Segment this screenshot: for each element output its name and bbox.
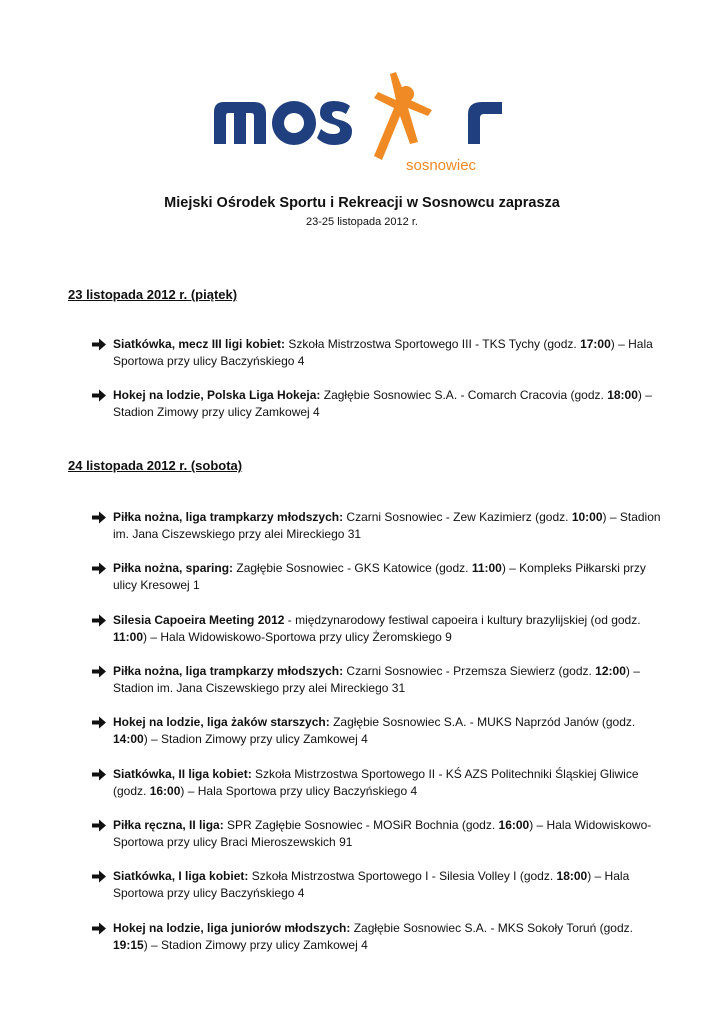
event-time: 14:00 (113, 732, 144, 746)
event-item (91, 766, 661, 800)
event-venue: ) – Kompleks Piłkarski przy ulicy Kresowej 1 (113, 561, 646, 592)
event-name: Piłka nożna, sparing: (113, 561, 234, 575)
right-arrow-icon (91, 509, 107, 526)
event-description: Szkoła Mistrzostwa Sportowego I - Silesia Volley I (godz. (248, 869, 557, 883)
event-name: Hokej na lodzie, Polska Liga Hokeja: (113, 388, 321, 402)
event-description: Szkoła Mistrzostwa Sportowego II - KŚ AZS Politechniki Śląskiej Gliwice (godz. (113, 767, 639, 798)
event-item (91, 509, 661, 543)
day-heading-23: 23 listopada 2012 r. (piątek) (68, 287, 238, 302)
event-venue: ) – Stadion im. Jana Ciszewskiego przy alei Mireckiego 31 (113, 664, 640, 695)
event-name: Piłka nożna, liga trampkarzy młodszych: (113, 510, 344, 524)
event-name: Siatkówka, I liga kobiet: (113, 869, 249, 883)
event-venue: ) – Stadion Zimowy przy ulicy Zamkowej 4 (143, 938, 368, 952)
event-venue: ) – Hala Sportowa przy ulicy Baczyńskiego 4 (113, 869, 630, 900)
right-arrow-icon (91, 387, 107, 404)
event-item (91, 714, 661, 748)
event-name: Hokej na lodzie, liga juniorów młodszych: (113, 921, 351, 935)
event-description: Zagłębie Sosnowiec - GKS Katowice (godz. (233, 561, 472, 575)
event-time: 11:00 (113, 630, 144, 644)
event-description: Czarni Sosnowiec - Zew Kazimierz (godz. (343, 510, 572, 524)
event-name: Piłka nożna, liga trampkarzy młodszych: (113, 664, 344, 678)
event-item (91, 663, 661, 697)
event-name: Hokej na lodzie, liga żaków starszych: (113, 715, 330, 729)
event-name: Piłka ręczna, II liga: (113, 818, 224, 832)
event-time: 12:00 (595, 664, 626, 678)
right-arrow-icon (91, 560, 107, 577)
event-description: Zagłębie Sosnowiec S.A. - MKS Sokoły Toruń (godz. (350, 921, 633, 935)
day-heading-24: 24 listopada 2012 r. (sobota) (68, 458, 243, 473)
event-venue: ) – Stadion im. Jana Ciszewskiego przy alei Mireckiego 31 (113, 510, 661, 541)
event-description: Zagłębie Sosnowiec S.A. - Comarch Cracovia (godz. (320, 388, 608, 402)
event-time: 18:00 (556, 869, 588, 883)
event-time: 11:00 (471, 561, 502, 575)
event-venue: ) – Stadion Zimowy przy ulicy Zamkowej 4 (143, 732, 368, 746)
event-name: Silesia Capoeira Meeting 2012 (113, 613, 285, 627)
logo-tagline: sosnowiec (406, 157, 477, 174)
event-time: 17:00 (580, 337, 611, 351)
event-description: Zagłębie Sosnowiec S.A. - MUKS Naprzód Janów (godz. (329, 715, 636, 729)
event-description: Szkoła Mistrzostwa Sportowego III - TKS Tychy (godz. (285, 337, 581, 351)
event-venue: ) – Stadion Zimowy przy ulicy Zamkowej 4 (113, 388, 652, 419)
event-venue: ) – Hala Widowiskowo-Sportowa przy ulicy Żeromskiego 9 (143, 630, 452, 644)
event-item (91, 868, 661, 902)
event-item (91, 612, 661, 646)
event-item (91, 920, 661, 954)
event-name: Siatkówka, II liga kobiet: (113, 767, 252, 781)
right-arrow-icon (91, 920, 107, 937)
event-item (91, 560, 661, 594)
event-item (91, 817, 661, 851)
event-venue: ) – Hala Sportowa przy ulicy Baczyńskiego 4 (113, 337, 653, 368)
event-dates: 23-25 listopada 2012 r. (306, 216, 418, 228)
event-time: 16:00 (498, 818, 530, 832)
page-title: Miejski Ośrodek Sportu i Rekreacji w Sosnowcu zaprasza (164, 195, 560, 211)
event-name: Siatkówka, mecz III ligi kobiet: (113, 337, 286, 351)
right-arrow-icon (91, 336, 107, 353)
event-item (91, 387, 661, 421)
right-arrow-icon (91, 663, 107, 680)
right-arrow-icon (91, 868, 107, 885)
event-description: SPR Zagłębie Sosnowiec - MOSiR Bochnia (godz. (223, 818, 499, 832)
event-venue: ) – Hala Widowiskowo-Sportowa przy ulicy Braci Mieroszewskich 91 (113, 818, 652, 849)
event-venue: ) – Hala Sportowa przy ulicy Baczyńskiego 4 (180, 784, 418, 798)
mosir-logo (210, 68, 516, 178)
event-description: Czarni Sosnowiec - Przemsza Siewierz (godz. (343, 664, 596, 678)
event-time: 19:15 (113, 938, 144, 952)
right-arrow-icon (91, 714, 107, 731)
right-arrow-icon (91, 612, 107, 629)
event-item (91, 336, 661, 370)
event-description: - międzynarodowy festiwal capoeira i kultury brazylijskiej (od godz. (284, 613, 641, 627)
event-time: 10:00 (571, 510, 603, 524)
event-time: 18:00 (607, 388, 638, 402)
right-arrow-icon (91, 817, 107, 834)
event-time: 16:00 (149, 784, 181, 798)
right-arrow-icon (91, 766, 107, 783)
